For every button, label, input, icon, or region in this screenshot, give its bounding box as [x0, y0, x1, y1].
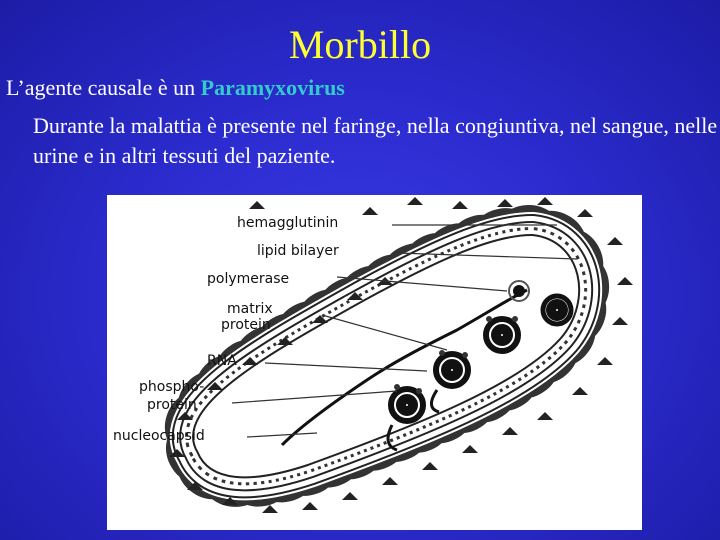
polymerase-dot [513, 285, 525, 297]
intro-text: L’agente causale è un [6, 75, 201, 100]
slide-title: Morbillo [288, 22, 432, 67]
label-nucleocapsid: nucleocapsid [113, 428, 205, 444]
label-phospho: phospho- [139, 379, 205, 395]
label-protein: protein [221, 317, 271, 333]
label-phospho-protein: protein [147, 397, 197, 413]
label-matrix: matrix [227, 301, 273, 317]
intro-line [6, 74, 345, 102]
virus-diagram-svg [107, 195, 642, 530]
label-polymerase: polymerase [207, 271, 290, 287]
label-rna: RNA [207, 353, 237, 369]
virus-diagram [107, 195, 642, 530]
label-lipid-bilayer: lipid bilayer [257, 243, 339, 259]
detail-paragraph: Durante la malattia è presente nel faringe, nella congiuntiva, nel sangue, nelle urine e in altri tessuti del paziente. [33, 113, 718, 168]
virus-name: Paramyxovirus [200, 75, 345, 100]
label-hemagglutinin: hemagglutinin [237, 215, 339, 231]
